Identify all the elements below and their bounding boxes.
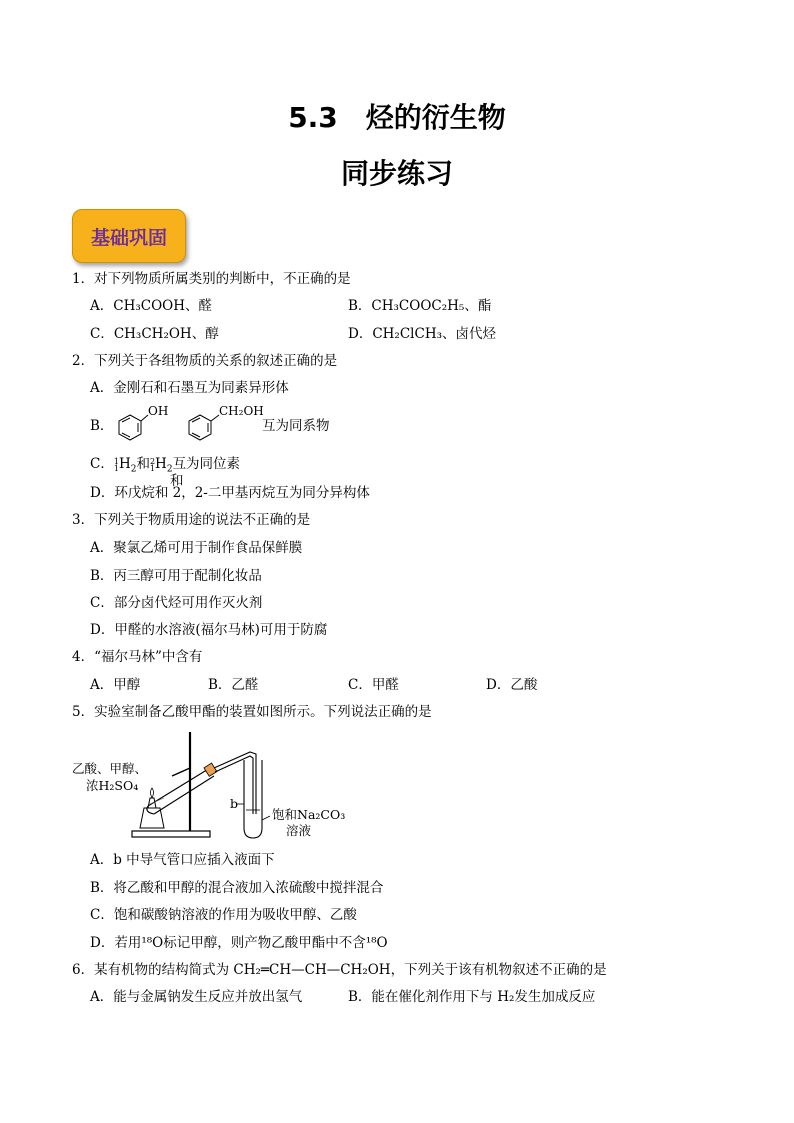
- q2-c-iso2-sub: 2: [166, 464, 173, 475]
- saturated-solution-label-1: 饱和Na₂CO₃: [272, 807, 346, 822]
- q1-stem: 1．对下列物质所属类别的判断中，不正确的是: [72, 271, 351, 287]
- q2-option-d: D．环戊烷和 2，2-二甲基丙烷互为同分异构体: [90, 485, 370, 501]
- benzyl-alcohol-structure: [184, 402, 268, 444]
- q1-option-b: B．CH₃COOC₂H₅、酯: [348, 298, 492, 314]
- q6-option-b: B．能在催化剂作用下与 H₂发生加成反应: [348, 989, 596, 1005]
- saturated-solution-label-2: 溶液: [286, 823, 312, 838]
- q3-option-a: A．聚氯乙烯可用于制作食品保鲜膜: [90, 540, 303, 556]
- stand-base: [132, 831, 210, 837]
- tube-b-label: b: [230, 796, 239, 811]
- clamp: [172, 768, 190, 776]
- q2-c-iso1-atomic: 1: [113, 463, 119, 473]
- q2-c-iso1-sub: 2: [130, 464, 137, 475]
- q4-stem: 4．“福尔马林”中含有: [72, 649, 203, 665]
- q2-c-suffix: 互为同位素: [172, 456, 241, 472]
- q2-c-iso1-symbol: H: [118, 456, 131, 472]
- q4-option-d: D．乙酸: [486, 677, 538, 693]
- q4-option-b: B．乙醛: [208, 677, 259, 693]
- q5-option-d: D．若用¹⁸O标记甲醇，则产物乙酸甲酯中不含¹⁸O: [90, 935, 388, 951]
- stopper: [204, 763, 217, 776]
- q2-option-a: A．金刚石和石墨互为同素异形体: [90, 380, 289, 396]
- title-line-1: 5.3 烃的衍生物: [288, 101, 506, 134]
- q3-stem: 3．下列关于物质用途的说法不正确的是: [72, 512, 311, 528]
- q2-option-b-and: 和: [170, 473, 184, 489]
- q1-option-a: A．CH₃COOH、醛: [90, 298, 213, 314]
- q3-option-b: B．丙三醇可用于配制化妆品: [90, 568, 262, 584]
- q2-c-iso1-mass: 1: [113, 456, 119, 466]
- reagents-label-2: 浓H₂SO₄: [86, 778, 139, 793]
- q2-c-iso2-mass: 2: [149, 456, 156, 466]
- q2-option-b-suffix: 互为同系物: [262, 418, 330, 434]
- q2-option-b-prefix: B．: [90, 418, 114, 434]
- title-line-2: 同步练习: [340, 157, 453, 190]
- q3-option-c: C．部分卤代烃可用作灭火剂: [90, 595, 263, 611]
- q5-stem: 5．实验室制备乙酸甲酯的装置如图所示。下列说法正确的是: [72, 704, 432, 720]
- section-badge: 基础巩固: [72, 209, 186, 263]
- q4-option-a: A．甲醇: [90, 677, 141, 693]
- reagents-label-1: 乙酸、甲醇、: [72, 761, 148, 776]
- q1-option-c: C．CH₃CH₂OH、醇: [90, 326, 219, 342]
- q4-option-c: C．甲醛: [348, 677, 399, 693]
- q5-option-b: B．将乙酸和甲醇的混合液加入浓硫酸中搅拌混合: [90, 880, 384, 896]
- phenol-structure: [112, 402, 168, 444]
- flame-icon: [151, 788, 154, 798]
- q5-option-a: A．b 中导气管口应插入液面下: [90, 852, 275, 868]
- benzyl-ch2oh-label: CH₂OH: [219, 404, 264, 418]
- q2-c-and: 和: [136, 456, 150, 472]
- burner: [140, 808, 164, 828]
- q2-c-prefix: C．: [90, 456, 114, 472]
- q3-option-d: D．甲醛的水溶液(福尔马林)可用于防腐: [90, 622, 328, 638]
- phenol-oh-label: OH: [148, 404, 168, 418]
- q5-option-c: C．饱和碳酸钠溶液的作用为吸收甲醇、乙酸: [90, 907, 357, 923]
- q1-option-d: D．CH₂ClCH₃、卤代烃: [348, 326, 496, 342]
- q2-c-iso2-symbol: H: [155, 456, 167, 472]
- q6-stem: 6．某有机物的结构简式为 CH₂═CH—CH—CH₂OH，下列关于该有机物叙述不正确的是: [72, 962, 607, 978]
- apparatus-figure: [72, 728, 372, 848]
- q2-c-iso2-atomic: 1: [149, 463, 156, 473]
- q2-option-c: [90, 455, 240, 479]
- q2-stem: 2．下列关于各组物质的关系的叙述正确的是: [72, 353, 338, 369]
- q6-option-a: A．能与金属钠发生反应并放出氢气: [90, 989, 303, 1005]
